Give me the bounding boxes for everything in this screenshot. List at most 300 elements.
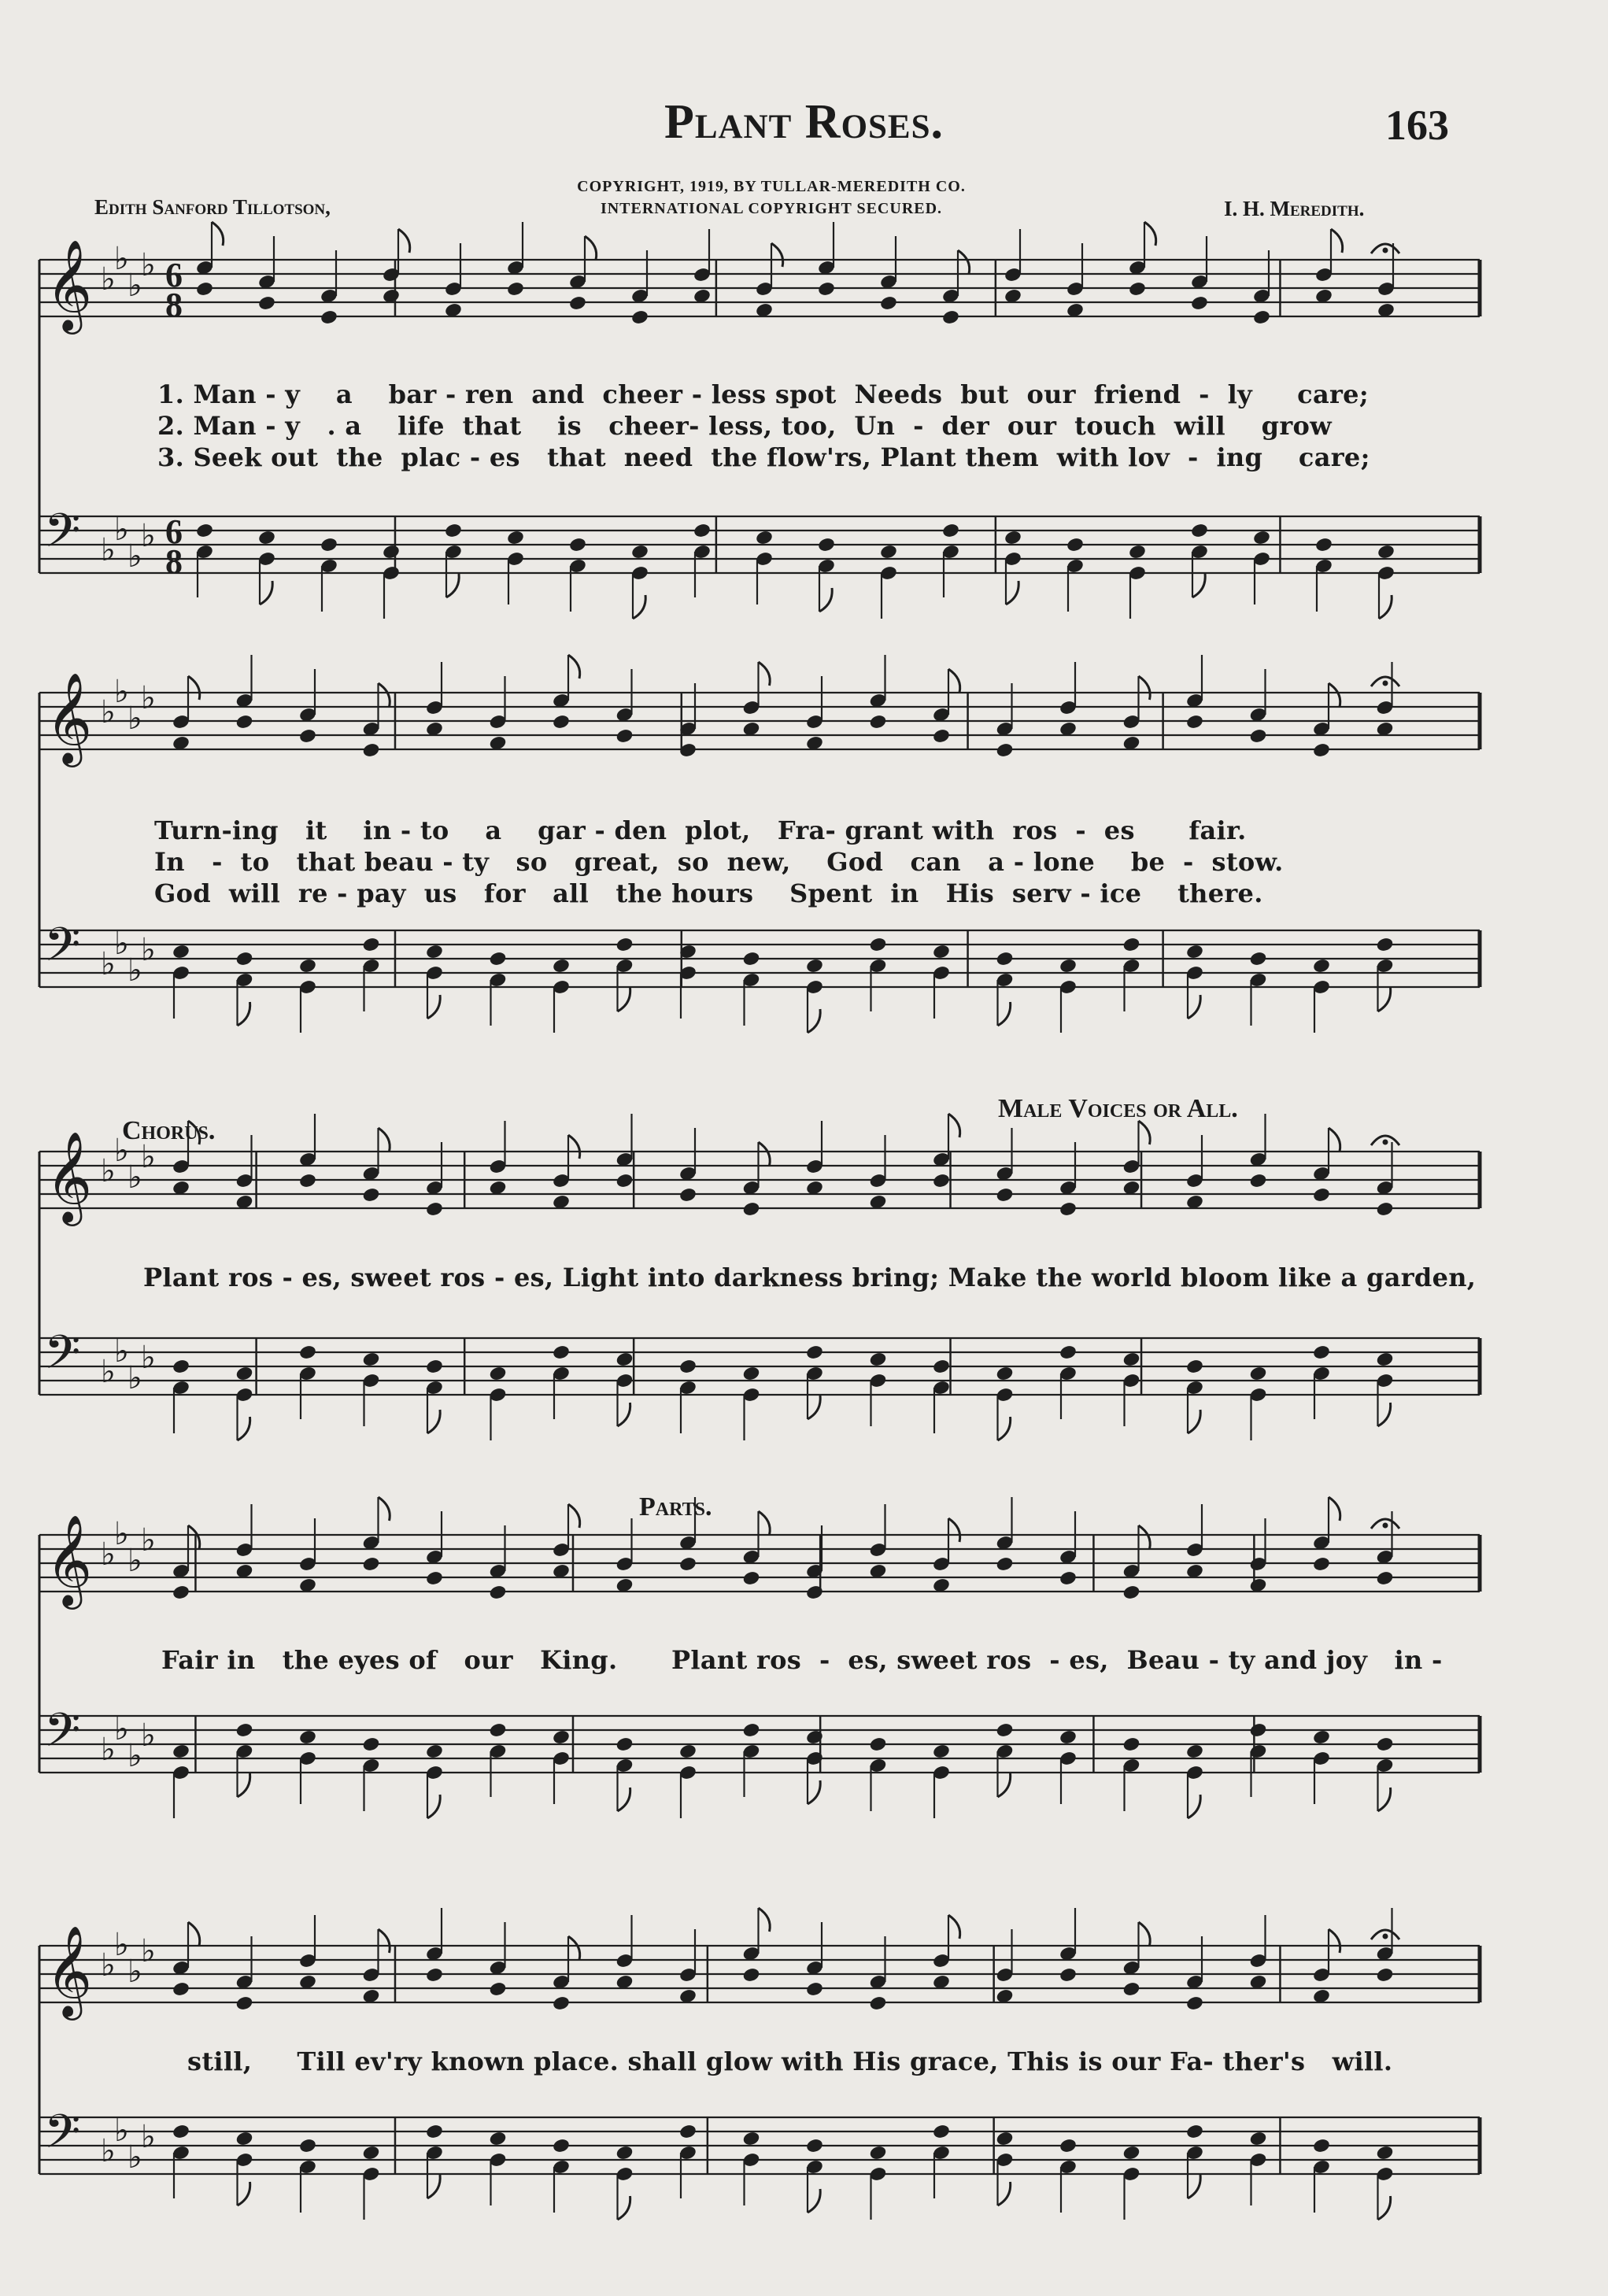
notehead [425,1359,444,1375]
notehead [362,742,381,759]
note-flag [1192,574,1205,597]
note-flag [568,1936,580,1960]
note-flag [1188,1410,1200,1433]
notehead [742,1570,761,1587]
verse-1-line-2: Turn-ing it in - to a gar - den plot, Fra- grant with ros - es fair. [154,815,1247,845]
notehead [489,1366,508,1382]
notehead [869,714,888,730]
notehead [1059,958,1078,974]
note-flag [759,662,771,686]
flat-sign-icon: ♭ [101,1536,116,1573]
treble-clef-icon: 𝄞 [46,1130,93,1222]
notehead [257,530,276,546]
notehead [1376,1201,1395,1218]
notehead [742,1201,761,1218]
notehead [568,295,587,312]
notehead [172,944,190,960]
notehead [1185,714,1204,730]
notehead [425,1201,444,1218]
notehead [1185,1743,1204,1760]
fermata-dot [1383,248,1388,253]
note-flag [633,595,645,619]
notehead [172,1584,190,1601]
note-flag [1139,1525,1151,1549]
flat-sign-icon: ♭ [128,1543,142,1579]
note-flag [379,683,390,707]
verse-2-line-2: In - to that beau - ty so great, so new, God can a - lone be - stow. [154,847,1284,877]
treble-clef-icon: 𝄞 [46,671,93,763]
notehead [805,1981,824,1998]
notehead [879,295,898,312]
notehead [552,2138,571,2154]
notehead [1122,1736,1141,1753]
flat-sign-icon: ♭ [141,518,156,554]
notehead [1122,1584,1141,1601]
bass-clef-icon: 𝄢 [44,503,81,569]
notehead [805,2138,824,2154]
flat-sign-icon: ♭ [114,512,129,548]
notehead [1314,537,1333,553]
notehead [235,1995,254,2012]
note-flag [1329,683,1340,707]
verse-3-line-1: 3. Seek out the plac - es that need the flow'rs, Plant them with lov - ing care; [157,442,1370,472]
note-flag [238,1002,250,1026]
flat-sign-icon: ♭ [128,268,142,304]
flat-sign-icon: ♭ [101,694,116,730]
note-flag [948,669,960,693]
notehead [869,937,888,953]
flat-sign-icon: ♭ [141,1139,156,1175]
note-flag [1378,2196,1391,2220]
notehead [172,1359,190,1375]
notehead [444,523,463,539]
fermata-dot [1383,1934,1388,1939]
flat-sign-icon: ♭ [114,926,129,962]
flat-sign-icon: ♭ [128,701,142,737]
note-flag [998,1773,1011,1797]
notehead [425,1967,444,1984]
notehead [1249,1173,1268,1189]
notehead [1122,1351,1141,1368]
note-flag [585,236,597,260]
copyright-line-2: INTERNATIONAL COPYRIGHT SECURED. [600,200,943,217]
note-flag [1378,1788,1391,1811]
notehead [425,1570,444,1587]
notehead [1004,530,1022,546]
note-flag [379,1929,390,1953]
notehead [932,728,951,745]
note-flag [1329,1497,1340,1521]
male-voices-label: Male Voices or All. [998,1094,1238,1123]
note-flag [379,1128,390,1152]
note-flag [379,1497,390,1521]
note-flag [808,1009,820,1033]
notehead [235,1722,254,1739]
notehead [362,937,381,953]
note-flag [759,1142,771,1166]
verse-2-line-1: 2. Man - y . a life that is cheer- less, too, Un - der our touch will grow [157,411,1332,441]
flat-sign-icon: ♭ [114,1516,129,1552]
notehead [1376,1570,1395,1587]
note-flag [188,1922,200,1946]
note-flag [808,1396,820,1419]
notehead [941,523,960,539]
notehead [362,1187,381,1203]
notehead [615,1173,634,1189]
bass-clef-icon: 𝄢 [44,1325,81,1391]
notehead [362,2145,381,2161]
notehead [1252,309,1271,326]
note-flag [1329,1929,1340,1953]
notehead [1122,2145,1141,2161]
flat-sign-icon: ♭ [114,1711,129,1747]
notehead [742,1366,761,1382]
bass-clef-icon: 𝄢 [44,1703,81,1769]
note-flag [618,988,630,1011]
flat-sign-icon: ♭ [101,1354,116,1390]
flat-sign-icon: ♭ [141,1933,156,1969]
note-flag [998,1417,1011,1440]
parts-label: Parts. [639,1492,712,1521]
flat-sign-icon: ♭ [141,1522,156,1558]
notehead [235,951,254,967]
flat-sign-icon: ♭ [101,2133,116,2169]
chorus-lyrics-line-1: Plant ros - es, sweet ros - es, Light into darkness bring; Make the world bloom like a garden, [143,1263,1477,1292]
flat-sign-icon: ♭ [128,538,142,575]
flat-sign-icon: ♭ [101,946,116,982]
notehead [320,537,338,553]
notehead [489,1981,508,1998]
notehead [506,530,525,546]
notehead [552,1729,571,1746]
notehead [941,309,960,326]
note-flag [759,1908,771,1932]
note-flag [568,655,580,678]
chorus-label: Chorus. [122,1116,216,1145]
notehead [742,951,761,967]
notehead [298,1344,317,1361]
notehead [1312,1344,1331,1361]
note-flag [948,1915,960,1939]
flat-sign-icon: ♭ [141,1340,156,1376]
notehead [1059,1344,1078,1361]
flat-sign-icon: ♭ [128,1954,142,1990]
notehead [1377,544,1395,560]
verse-3-line-2: God will re - pay us for all the hours Spent in His serv - ice there. [154,878,1263,908]
notehead [996,1722,1015,1739]
flat-sign-icon: ♭ [114,674,129,710]
notehead [817,281,836,298]
notehead [869,1351,888,1368]
notehead [805,958,824,974]
time-signature-top: 6 [165,512,183,551]
notehead [1376,2145,1395,2161]
notehead [996,951,1015,967]
note-flag [1006,581,1018,605]
notehead [1312,1187,1331,1203]
note-flag [618,2196,630,2220]
note-flag [398,229,410,253]
notehead [235,714,254,730]
note-flag [819,588,832,612]
notehead [615,2145,634,2161]
notehead [1312,1729,1331,1746]
note-flag [958,250,970,274]
notehead [879,544,898,560]
composer-credit: I. H. Meredith. [1224,197,1365,220]
notehead [1249,728,1268,745]
flat-sign-icon: ♭ [101,532,116,568]
notehead [996,1187,1015,1203]
notehead [552,1344,571,1361]
notehead [755,530,774,546]
notehead [320,309,338,326]
notehead [932,1743,951,1760]
notehead [1128,281,1147,298]
bass-clef-icon: 𝄢 [44,2104,81,2170]
flat-sign-icon: ♭ [114,1333,129,1370]
notehead [172,1743,190,1760]
notehead [932,2124,951,2140]
notehead [1185,1359,1204,1375]
notehead [932,944,951,960]
notehead [678,1187,697,1203]
flat-sign-icon: ♭ [101,1732,116,1768]
fermata-dot [1383,681,1388,686]
note-flag [1378,988,1391,1011]
notehead [932,1359,951,1375]
notehead [1249,951,1268,967]
notehead [742,2131,761,2147]
note-flag [808,2189,820,2213]
notehead [382,544,401,560]
notehead [693,523,712,539]
notehead [195,523,214,539]
notehead [1190,523,1209,539]
notehead [1059,2138,1078,2154]
notehead [1122,1981,1141,1998]
flat-sign-icon: ♭ [128,1360,142,1396]
note-flag [771,243,783,267]
note-flag [1144,222,1156,246]
notehead [172,1981,190,1998]
note-flag [948,1114,960,1137]
notehead [996,2131,1015,2147]
note-flag [188,1525,200,1549]
notehead [630,309,649,326]
note-flag [1329,1128,1340,1152]
note-flag [948,1518,960,1542]
note-flag [260,581,272,605]
notehead [298,1173,317,1189]
time-signature-top: 6 [165,256,183,294]
notehead [1059,1729,1078,1746]
notehead [489,951,508,967]
notehead [1252,530,1271,546]
notehead [235,1366,254,1382]
notehead [568,537,587,553]
page-number: 163 [1385,102,1449,149]
note-flag [1379,595,1392,619]
flat-sign-icon: ♭ [141,2119,156,2155]
notehead [1059,1201,1078,1218]
notehead [1249,1722,1268,1739]
notehead [257,295,276,312]
notehead [996,1366,1015,1382]
notehead [805,1344,824,1361]
note-flag [427,2175,440,2198]
flat-sign-icon: ♭ [128,1738,142,1774]
notehead [172,2124,190,2140]
flat-sign-icon: ♭ [141,932,156,968]
fermata-dot [1383,1523,1388,1529]
notehead [1066,537,1085,553]
note-flag [618,1403,630,1426]
note-flag [212,222,224,246]
note-flag [1139,1922,1151,1946]
flat-sign-icon: ♭ [114,241,129,277]
notehead [362,1736,381,1753]
chorus-lyrics-line-3: still, Till ev'ry known place. shall glow with His grace, This is our Fa- ther's will. [187,2046,1393,2076]
flat-sign-icon: ♭ [101,1153,116,1189]
notehead [489,1722,508,1739]
note-flag [427,995,440,1019]
verse-1-line-1: 1. Man - y a bar - ren and cheer - less spot Needs but our friend - ly care; [157,379,1369,409]
notehead [742,1967,761,1984]
notehead [869,2145,888,2161]
notehead [1249,2131,1268,2147]
notehead [298,728,317,745]
note-flag [998,2182,1011,2205]
notehead [298,2138,317,2154]
notehead [1190,295,1209,312]
fermata-dot [1383,1140,1388,1145]
notehead [425,1743,444,1760]
notehead [1059,1967,1078,1984]
notehead [869,1995,888,2012]
notehead [1312,2138,1331,2154]
notehead [1185,2124,1204,2140]
notehead [615,728,634,745]
flat-sign-icon: ♭ [101,261,116,298]
time-signature-bottom: 8 [165,286,183,324]
treble-clef-icon: 𝄞 [46,238,93,331]
bass-clef-icon: 𝄢 [44,917,81,983]
treble-clef-icon: 𝄞 [46,1514,93,1606]
note-flag [998,1002,1011,1026]
notehead [362,1556,381,1573]
flat-sign-icon: ♭ [114,1133,129,1169]
notehead [1312,1556,1331,1573]
note-flag [1378,1403,1391,1426]
notehead [298,958,317,974]
notehead [1128,544,1147,560]
notehead [615,1736,634,1753]
note-flag [238,2182,250,2205]
notehead [552,1995,571,2012]
notehead [996,1556,1015,1573]
notehead [552,958,571,974]
notehead [869,1736,888,1753]
flat-sign-icon: ♭ [141,1717,156,1754]
notehead [298,1729,317,1746]
notehead [552,714,571,730]
chorus-lyrics-line-2: Fair in the eyes of our King. Plant ros - es, sweet ros - es, Beau - ty and joy in - [161,1645,1443,1675]
lyricist-credit: Edith Sanford Tillotson, [94,195,331,219]
flat-sign-icon: ♭ [114,1927,129,1963]
notehead [1059,1570,1078,1587]
note-flag [759,1511,771,1535]
copyright-line-1: COPYRIGHT, 1919, BY TULLAR-MEREDITH CO. [577,178,966,195]
note-flag [568,1135,580,1159]
time-signature-bottom: 8 [165,542,183,581]
note-flag [808,1780,820,1804]
notehead [489,1584,508,1601]
flat-sign-icon: ♭ [141,680,156,716]
notehead [1376,1351,1395,1368]
notehead [630,544,649,560]
notehead [1376,1736,1395,1753]
note-flag [618,1788,630,1811]
notehead [1249,1366,1268,1382]
flat-sign-icon: ♭ [141,247,156,283]
notehead [1312,958,1331,974]
note-flag [427,1410,440,1433]
notehead [425,2124,444,2140]
notehead [742,1722,761,1739]
notehead [932,1173,951,1189]
notehead [1376,1967,1395,1984]
notehead [1185,944,1204,960]
note-flag [1188,995,1200,1019]
hymn-title: Plant Roses. [664,95,944,149]
notehead [425,944,444,960]
notehead [489,2131,508,2147]
notehead [1312,742,1331,759]
flat-sign-icon: ♭ [128,952,142,989]
flat-sign-icon: ♭ [128,1159,142,1196]
note-flag [238,1773,250,1797]
notehead [1185,1995,1204,2012]
notehead [235,2131,254,2147]
notehead [1376,937,1395,953]
note-flag [1188,1795,1200,1818]
notehead [615,937,634,953]
note-flag [238,1417,250,1440]
notehead [506,281,525,298]
note-flag [427,1795,440,1818]
note-flag [568,1504,580,1528]
notehead [817,537,836,553]
notehead [1122,937,1141,953]
notehead [195,281,214,298]
note-flag [1331,229,1343,253]
note-flag [188,676,200,700]
notehead [996,742,1015,759]
notehead [678,1556,697,1573]
flat-sign-icon: ♭ [128,2139,142,2176]
note-flag [1139,676,1151,700]
note-flag [1188,2175,1200,2198]
flat-sign-icon: ♭ [114,2113,129,2149]
notehead [362,1351,381,1368]
note-flag [1139,1121,1151,1144]
notehead [678,2124,697,2140]
notehead [615,1351,634,1368]
note-flag [446,574,459,597]
treble-clef-icon: 𝄞 [46,1924,93,2017]
notehead [678,1359,697,1375]
